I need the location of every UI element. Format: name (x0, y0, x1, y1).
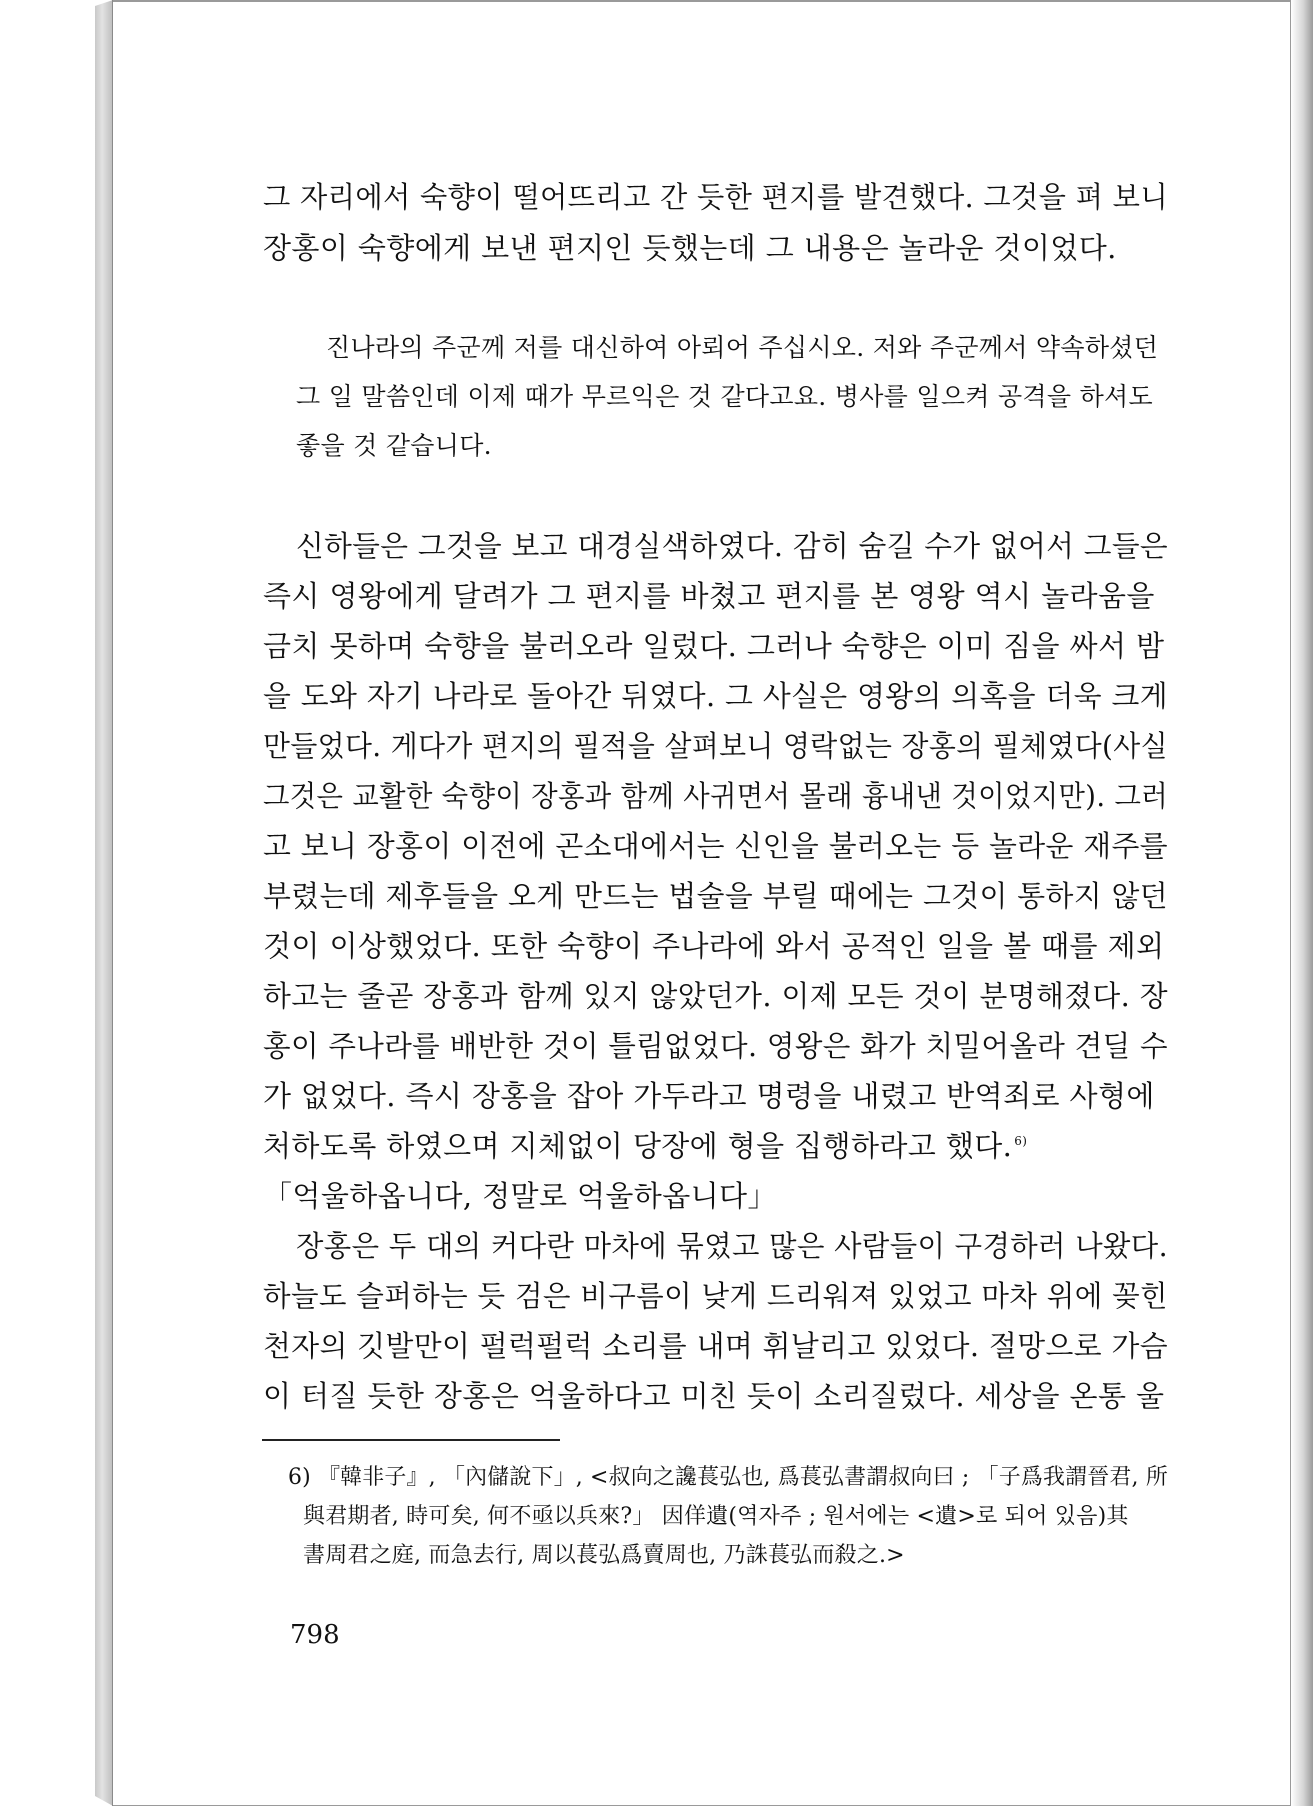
paragraph-2-line-13 (263, 1124, 1027, 1165)
page-right-shadow (1291, 0, 1313, 1806)
paragraph-2-line-4: 을 도와 자기 나라로 돌아간 뒤였다. 그 사실은 영왕의 의혹을 더욱 크게 (263, 679, 1169, 713)
footnote-line-1: 6) 『韓非子』, 「內儲說下」, <叔向之讒萇弘也, 爲萇弘書謂叔向曰 ; 「子爲我謂晉君, 所 (288, 1465, 1168, 1490)
paragraph-2-line-8: 부렸는데 제후들을 오게 만드는 법술을 부릴 때에는 그것이 통하지 않던 (263, 879, 1169, 913)
paragraph-1-line-1: 그 자리에서 숙향이 떨어뜨리고 간 듯한 편지를 발견했다. 그것을 펴 보니 (263, 180, 1168, 214)
footnote-reference-mark: 6) (1014, 1134, 1028, 1149)
paragraph-2-line-13-text: 처하도록 하였으며 지체없이 당장에 형을 집행하라고 했다. (263, 1129, 1013, 1163)
paragraph-2-line-10: 하고는 줄곧 장홍과 함께 있지 않았던가. 이제 모든 것이 분명해졌다. 장 (263, 979, 1169, 1013)
book-page-stack-edge (95, 0, 113, 1806)
quote-line-1: 진나라의 주군께 저를 대신하여 아뢰어 주십시오. 저와 주군께서 약속하셨던 (326, 333, 1159, 362)
paragraph-2-line-7: 고 보니 장홍이 이전에 곤소대에서는 신인을 불러오는 등 놀라운 재주를 (263, 829, 1169, 863)
dialogue-line: 「억울하옵니다, 정말로 억울하옵니다」 (263, 1179, 777, 1213)
quote-line-3: 좋을 것 같습니다. (296, 431, 492, 460)
paragraph-2-line-9: 것이 이상했었다. 또한 숙향이 주나라에 와서 공적인 일을 볼 때를 제외 (263, 929, 1165, 963)
quote-line-2: 그 일 말씀인데 이제 때가 무르익은 것 같다고요. 병사를 일으켜 공격을 하셔도 (296, 382, 1153, 411)
footnote-rule (262, 1439, 560, 1441)
paragraph-3-line-4: 이 터질 듯한 장홍은 억울하다고 미친 듯이 소리질렀다. 세상을 온통 울 (263, 1379, 1165, 1413)
paragraph-2-line-6: 그것은 교활한 숙향이 장홍과 함께 사귀면서 몰래 흉내낸 것이었지만). 그러 (263, 779, 1169, 813)
paragraph-3-line-2: 하늘도 슬퍼하는 듯 검은 비구름이 낮게 드리워져 있었고 마차 위에 꽂힌 (263, 1279, 1169, 1313)
paragraph-2-line-12: 가 없었다. 즉시 장홍을 잡아 가두라고 명령을 내렸고 반역죄로 사형에 (263, 1079, 1155, 1113)
footnote-line-2: 與君期者, 時可矣, 何不亟以兵來?」 因佯遺(역자주 ; 원서에는 <遺>로 되어 있음)其 (303, 1504, 1129, 1529)
paragraph-3-line-1: 장홍은 두 대의 커다란 마차에 묶였고 많은 사람들이 구경하러 나왔다. (296, 1229, 1168, 1263)
paragraph-2-line-3: 금치 못하며 숙향을 불러오라 일렀다. 그러나 숙향은 이미 짐을 싸서 밤 (263, 629, 1165, 663)
page-number: 798 (290, 1620, 340, 1650)
paragraph-2-line-2: 즉시 영왕에게 달려가 그 편지를 바쳤고 편지를 본 영왕 역시 놀라움을 (263, 579, 1155, 613)
paragraph-2-line-1: 신하들은 그것을 보고 대경실색하였다. 감히 숨길 수가 없어서 그들은 (296, 529, 1169, 563)
paragraph-1-line-2: 장홍이 숙향에게 보낸 편지인 듯했는데 그 내용은 놀라운 것이었다. (263, 231, 1117, 265)
paragraph-3-line-3: 천자의 깃발만이 펄럭펄럭 소리를 내며 휘날리고 있었다. 절망으로 가슴 (263, 1329, 1169, 1363)
paragraph-2-line-5: 만들었다. 게다가 편지의 필적을 살펴보니 영락없는 장홍의 필체였다(사실 (263, 729, 1168, 763)
footnote-line-3: 書周君之庭, 而急去行, 周以萇弘爲賣周也, 乃誅萇弘而殺之.> (303, 1543, 905, 1568)
paragraph-2-line-11: 홍이 주나라를 배반한 것이 틀림없었다. 영왕은 화가 치밀어올라 견딜 수 (263, 1029, 1169, 1063)
